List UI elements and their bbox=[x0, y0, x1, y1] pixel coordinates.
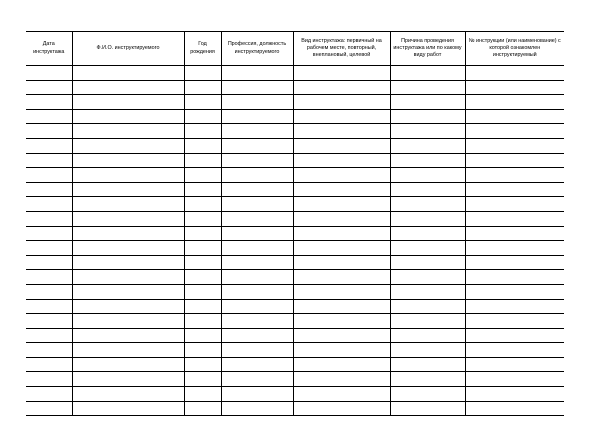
table-cell bbox=[390, 182, 465, 197]
table-row bbox=[26, 197, 564, 212]
table-cell bbox=[26, 197, 72, 212]
table-cell bbox=[221, 299, 293, 314]
table-cell bbox=[293, 343, 390, 358]
table-cell bbox=[184, 153, 221, 168]
table-cell bbox=[465, 197, 564, 212]
table-cell bbox=[465, 153, 564, 168]
table-cell bbox=[72, 328, 184, 343]
table-row bbox=[26, 138, 564, 153]
table-row bbox=[26, 109, 564, 124]
table-cell bbox=[465, 284, 564, 299]
table-cell bbox=[184, 66, 221, 81]
table-cell bbox=[184, 284, 221, 299]
table-row bbox=[26, 284, 564, 299]
table-cell bbox=[293, 211, 390, 226]
table-cell bbox=[72, 255, 184, 270]
table-cell bbox=[390, 401, 465, 416]
table-cell bbox=[26, 138, 72, 153]
table-cell bbox=[465, 95, 564, 110]
table-cell bbox=[26, 343, 72, 358]
table-cell bbox=[184, 401, 221, 416]
table-row bbox=[26, 357, 564, 372]
table-cell bbox=[184, 372, 221, 387]
table-cell bbox=[184, 270, 221, 285]
table-cell bbox=[390, 299, 465, 314]
table-cell bbox=[293, 372, 390, 387]
column-header-birth-year: Год рождения bbox=[184, 32, 221, 66]
table-cell bbox=[184, 343, 221, 358]
table-cell bbox=[26, 153, 72, 168]
table-cell bbox=[465, 314, 564, 329]
table-cell bbox=[72, 182, 184, 197]
table-cell bbox=[390, 197, 465, 212]
table-cell bbox=[26, 80, 72, 95]
table-cell bbox=[293, 241, 390, 256]
table-cell bbox=[465, 182, 564, 197]
table-cell bbox=[390, 372, 465, 387]
table-cell bbox=[26, 270, 72, 285]
table-cell bbox=[293, 328, 390, 343]
table-cell bbox=[390, 270, 465, 285]
table-cell bbox=[221, 168, 293, 183]
table-cell bbox=[72, 66, 184, 81]
table-cell bbox=[465, 226, 564, 241]
table-cell bbox=[72, 387, 184, 402]
table-cell bbox=[465, 80, 564, 95]
table-cell bbox=[72, 95, 184, 110]
table-cell bbox=[293, 401, 390, 416]
table-cell bbox=[221, 372, 293, 387]
table-cell bbox=[390, 357, 465, 372]
table-cell bbox=[221, 124, 293, 139]
table-cell bbox=[184, 387, 221, 402]
table-cell bbox=[72, 226, 184, 241]
table-cell bbox=[184, 80, 221, 95]
table-row bbox=[26, 314, 564, 329]
table-cell bbox=[26, 66, 72, 81]
table-cell bbox=[26, 211, 72, 226]
table-cell bbox=[72, 357, 184, 372]
table-cell bbox=[26, 372, 72, 387]
column-header-instruction-type: Вид инструктажа: первичный на рабочем месте, повторный, внеплановый, целевой bbox=[293, 32, 390, 66]
table-cell bbox=[465, 241, 564, 256]
table-row bbox=[26, 66, 564, 81]
table-cell bbox=[184, 357, 221, 372]
table-row bbox=[26, 401, 564, 416]
instruction-journal-table bbox=[26, 31, 564, 416]
table-cell bbox=[72, 197, 184, 212]
table-cell bbox=[221, 343, 293, 358]
table-cell bbox=[184, 226, 221, 241]
table-cell bbox=[184, 197, 221, 212]
table-cell bbox=[293, 153, 390, 168]
table-cell bbox=[26, 124, 72, 139]
table-cell bbox=[221, 80, 293, 95]
table-cell bbox=[72, 109, 184, 124]
table-cell bbox=[184, 211, 221, 226]
table-cell bbox=[26, 357, 72, 372]
table-row bbox=[26, 182, 564, 197]
table-cell bbox=[184, 299, 221, 314]
table-cell bbox=[72, 284, 184, 299]
table-cell bbox=[72, 168, 184, 183]
table-cell bbox=[184, 168, 221, 183]
column-header-date: Дата инструктажа bbox=[26, 32, 72, 66]
table-row bbox=[26, 270, 564, 285]
table-cell bbox=[184, 328, 221, 343]
table-cell bbox=[390, 343, 465, 358]
table-row bbox=[26, 299, 564, 314]
table-cell bbox=[465, 138, 564, 153]
table-cell bbox=[26, 387, 72, 402]
table-cell bbox=[221, 197, 293, 212]
table-cell bbox=[72, 138, 184, 153]
table-row bbox=[26, 211, 564, 226]
table-row bbox=[26, 226, 564, 241]
table-cell bbox=[465, 357, 564, 372]
table-cell bbox=[26, 328, 72, 343]
table-cell bbox=[72, 80, 184, 95]
table-cell bbox=[221, 109, 293, 124]
table-cell bbox=[465, 401, 564, 416]
column-header-reason: Причина проведения инструктажа или по какому виду работ bbox=[390, 32, 465, 66]
table-cell bbox=[465, 109, 564, 124]
table-cell bbox=[72, 124, 184, 139]
table-cell bbox=[465, 255, 564, 270]
table-cell bbox=[293, 299, 390, 314]
table-cell bbox=[293, 284, 390, 299]
table-cell bbox=[465, 211, 564, 226]
header-row bbox=[26, 32, 564, 66]
table-cell bbox=[26, 255, 72, 270]
table-cell bbox=[221, 66, 293, 81]
table-cell bbox=[390, 80, 465, 95]
table-cell bbox=[184, 124, 221, 139]
table-cell bbox=[390, 226, 465, 241]
table-cell bbox=[184, 314, 221, 329]
table-cell bbox=[465, 328, 564, 343]
table-cell bbox=[465, 372, 564, 387]
table-row bbox=[26, 255, 564, 270]
table-row bbox=[26, 387, 564, 402]
table-cell bbox=[221, 401, 293, 416]
table-cell bbox=[72, 299, 184, 314]
table-cell bbox=[221, 153, 293, 168]
table-cell bbox=[293, 182, 390, 197]
table-cell bbox=[184, 255, 221, 270]
table-cell bbox=[184, 182, 221, 197]
table-cell bbox=[184, 138, 221, 153]
table-cell bbox=[221, 182, 293, 197]
table-cell bbox=[293, 226, 390, 241]
table-cell bbox=[293, 109, 390, 124]
table-cell bbox=[293, 255, 390, 270]
table-cell bbox=[293, 80, 390, 95]
column-header-full-name: Ф.И.О. инструктируемого bbox=[72, 32, 184, 66]
table-row bbox=[26, 95, 564, 110]
table-cell bbox=[221, 284, 293, 299]
table-row bbox=[26, 372, 564, 387]
table-cell bbox=[184, 109, 221, 124]
table-row bbox=[26, 328, 564, 343]
table-row bbox=[26, 168, 564, 183]
table-cell bbox=[390, 138, 465, 153]
table-cell bbox=[221, 211, 293, 226]
table-cell bbox=[293, 270, 390, 285]
table-cell bbox=[26, 284, 72, 299]
table-cell bbox=[221, 95, 293, 110]
table-cell bbox=[390, 109, 465, 124]
table-cell bbox=[72, 211, 184, 226]
table-cell bbox=[221, 357, 293, 372]
table-cell bbox=[26, 168, 72, 183]
table-row bbox=[26, 343, 564, 358]
table-cell bbox=[26, 109, 72, 124]
table-cell bbox=[293, 314, 390, 329]
table-cell bbox=[390, 387, 465, 402]
table-cell bbox=[26, 182, 72, 197]
table-cell bbox=[293, 197, 390, 212]
table-cell bbox=[72, 343, 184, 358]
table-cell bbox=[293, 168, 390, 183]
table-cell bbox=[221, 314, 293, 329]
table-cell bbox=[184, 241, 221, 256]
table-cell bbox=[26, 95, 72, 110]
table-cell bbox=[465, 66, 564, 81]
table-cell bbox=[465, 387, 564, 402]
column-header-profession: Профессия, должность инструктируемого bbox=[221, 32, 293, 66]
table-row bbox=[26, 80, 564, 95]
table-cell bbox=[26, 299, 72, 314]
table-cell bbox=[465, 124, 564, 139]
table-cell bbox=[184, 95, 221, 110]
table-cell bbox=[26, 314, 72, 329]
table-cell bbox=[221, 255, 293, 270]
table-cell bbox=[26, 241, 72, 256]
table-cell bbox=[293, 138, 390, 153]
table-cell bbox=[221, 387, 293, 402]
table-cell bbox=[390, 241, 465, 256]
table-cell bbox=[221, 241, 293, 256]
table-cell bbox=[293, 357, 390, 372]
table-cell bbox=[390, 153, 465, 168]
table-cell bbox=[221, 226, 293, 241]
table-cell bbox=[390, 314, 465, 329]
column-header-instruction-number: № инструкции (или наименование) с которой ознакомлен инструктируемый bbox=[465, 32, 564, 66]
table-cell bbox=[221, 138, 293, 153]
table-cell bbox=[465, 343, 564, 358]
table-cell bbox=[72, 270, 184, 285]
table-cell bbox=[293, 95, 390, 110]
table-cell bbox=[465, 270, 564, 285]
table-cell bbox=[390, 211, 465, 226]
table-cell bbox=[72, 241, 184, 256]
table-cell bbox=[221, 328, 293, 343]
table-cell bbox=[26, 226, 72, 241]
table-cell bbox=[390, 66, 465, 81]
table-cell bbox=[72, 401, 184, 416]
table-cell bbox=[390, 124, 465, 139]
table-cell bbox=[293, 387, 390, 402]
table-cell bbox=[293, 66, 390, 81]
table-cell bbox=[221, 270, 293, 285]
table-cell bbox=[293, 124, 390, 139]
table-row bbox=[26, 124, 564, 139]
table-cell bbox=[72, 372, 184, 387]
table-cell bbox=[465, 168, 564, 183]
table-row bbox=[26, 241, 564, 256]
table-cell bbox=[390, 284, 465, 299]
journal-body bbox=[26, 66, 564, 416]
table-cell bbox=[26, 401, 72, 416]
table-cell bbox=[390, 95, 465, 110]
table-cell bbox=[390, 168, 465, 183]
table-cell bbox=[465, 299, 564, 314]
table-cell bbox=[72, 153, 184, 168]
table-cell bbox=[72, 314, 184, 329]
table-cell bbox=[390, 328, 465, 343]
table-cell bbox=[390, 255, 465, 270]
table-row bbox=[26, 153, 564, 168]
